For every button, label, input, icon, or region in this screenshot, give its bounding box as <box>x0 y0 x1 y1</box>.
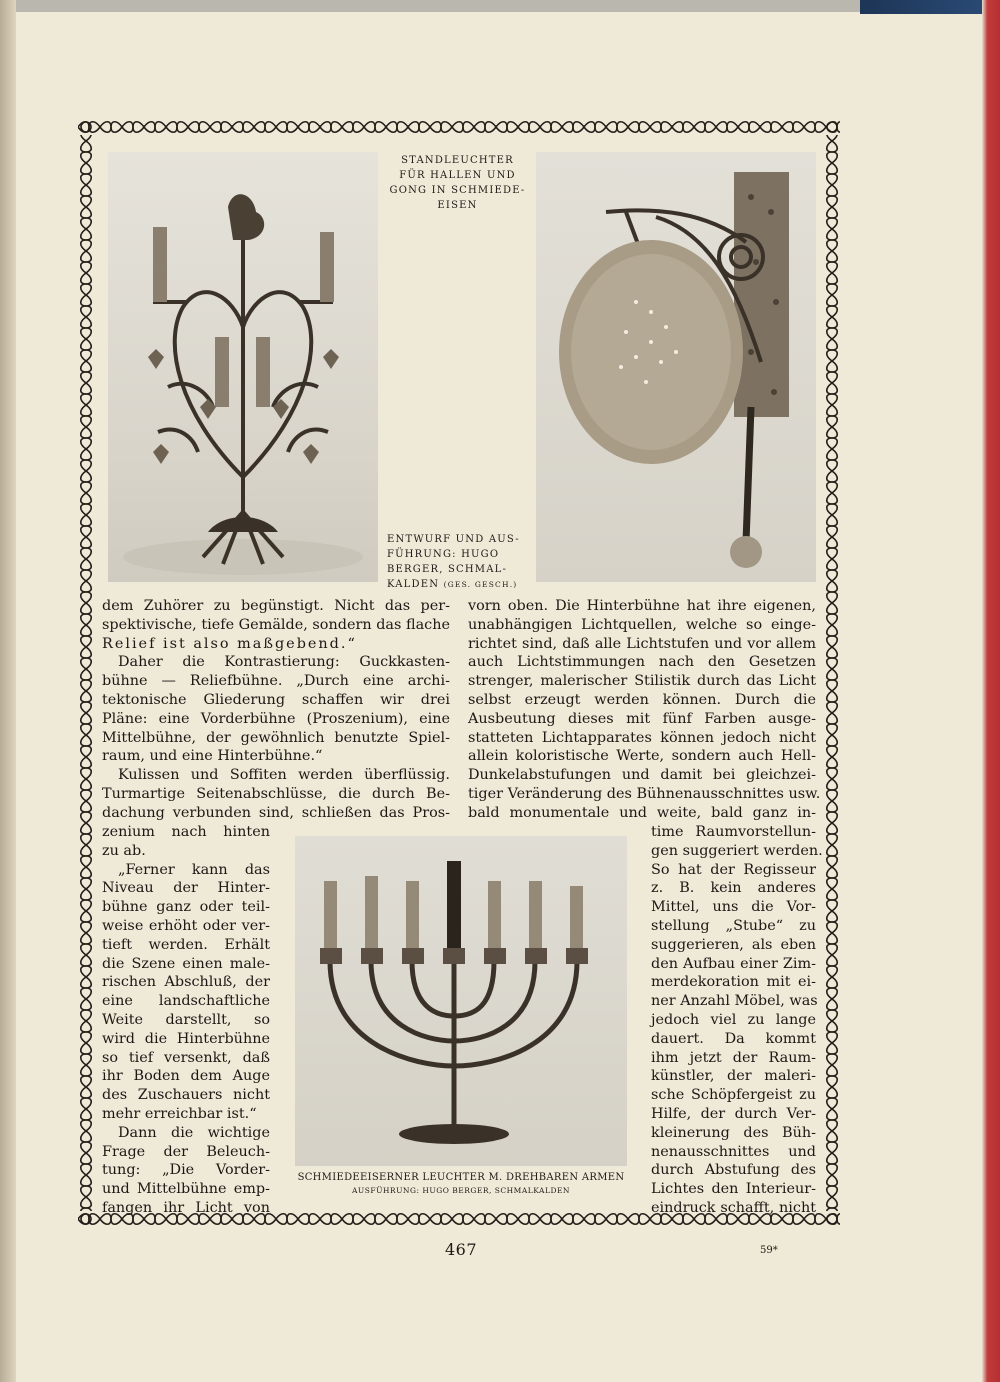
text-line: eindruck schafft, nicht <box>651 1199 816 1216</box>
text-line: Lichtes den Interieur- <box>651 1181 816 1198</box>
text-line: des Zuschauers nicht <box>102 1087 270 1104</box>
text-line: bühne — Reliefbühne. „Durch eine archi- <box>102 673 450 690</box>
text-line: zu ab. <box>102 842 146 859</box>
caption-line: STANDLEUCHTER <box>401 155 514 166</box>
body-text-right-lower <box>651 823 823 1218</box>
text-line: allein koloristische Werte, sondern auch Hell- <box>468 748 816 765</box>
text-line: wird die Hinterbühne <box>102 1030 270 1047</box>
credit-caption <box>387 532 537 592</box>
text-line: ner Anzahl Möbel, was <box>651 993 818 1010</box>
text-line: und Mittelbühne emp- <box>102 1181 270 1198</box>
frame-border-left <box>78 119 94 1227</box>
text-line: mehr erreichbar ist.“ <box>102 1105 257 1122</box>
menorah-caption-title: SCHMIEDEEISERNER LEUCHTER M. DREHBAREN ARMEN <box>297 1172 625 1183</box>
text-line: bühne ganz oder teil- <box>102 899 270 916</box>
frame-border-top <box>78 119 840 135</box>
text-line: so tief versenkt, daß <box>102 1049 270 1066</box>
text-line: Pläne: eine Vorderbühne (Proszenium), eine <box>102 710 450 727</box>
gong-photo <box>536 152 816 582</box>
menorah-caption-credit: AUSFÜHRUNG: HUGO BERGER, SCHMALKALDEN <box>351 1186 570 1195</box>
caption-line: ENTWURF UND AUS- <box>387 534 520 545</box>
text-line: dem Zuhörer zu begünstigt. Nicht das per- <box>102 598 450 614</box>
menorah-photo <box>295 836 627 1166</box>
text-line: Turmartige Seitenabschlüsse, die durch Be- <box>102 785 450 802</box>
credit-note: (GES. GESCH.) <box>443 580 518 589</box>
text-line: unabhängigen Lichtquellen, welche so einge- <box>468 616 816 633</box>
text-line: Hilfe, der durch Ver- <box>651 1105 816 1122</box>
text-line: vorn oben. Die Hinterbühne hat ihre eigenen, <box>468 598 816 614</box>
book-cover-edge-top <box>860 0 1000 14</box>
caption-line: GONG IN SCHMIEDE- <box>389 185 526 196</box>
text-line: nenausschnittes und <box>651 1143 816 1160</box>
text-line: zenium nach hinten <box>102 824 270 840</box>
text-line: ihm jetzt der Raum- <box>651 1049 816 1066</box>
text-line: strenger, malerischer Stilistik durch das Licht <box>468 673 816 690</box>
text-line: ihr Boden dem Auge <box>102 1068 270 1085</box>
text-line: tieft werden. Erhält <box>102 936 270 953</box>
standleuchter-caption <box>380 153 535 213</box>
text-line: spektivische, tiefe Gemälde, sondern das flache <box>102 616 450 633</box>
body-text-left-lower <box>102 823 270 1218</box>
text-line: künstler, der maleri- <box>651 1068 816 1085</box>
text-line: z. B. kein anderes <box>651 880 816 897</box>
caption-line: FÜHRUNG: HUGO <box>387 549 500 560</box>
text-line: So hat der Regisseur <box>651 861 816 878</box>
text-line: sche Schöpfergeist zu <box>651 1087 816 1104</box>
text-line: Mittel, uns die Vor- <box>651 899 816 916</box>
text-line: Mittelbühne, der gewöhnlich benutzte Spiel- <box>102 729 450 746</box>
body-text-left-upper <box>102 597 450 823</box>
text-line: kleinerung des Büh- <box>651 1124 816 1141</box>
ornamental-frame <box>78 119 840 1227</box>
text-line: Daher die Kontrastierung: Guckkasten- <box>118 654 450 671</box>
text-line: den Aufbau einer Zim- <box>651 955 816 972</box>
text-line: raum, und eine Hinterbühne.“ <box>102 748 323 765</box>
book-cover-edge-right <box>982 0 1000 1382</box>
caption-line: BERGER, SCHMAL- <box>387 564 508 575</box>
text-line: stellung „Stube“ zu <box>651 917 816 934</box>
text-line: die Szene einen male- <box>102 955 270 972</box>
text-line: rischen Abschluß, der <box>102 974 270 991</box>
text-line: tung: „Die Vorder- <box>102 1162 270 1179</box>
text-line: suggerieren, als eben <box>651 936 816 953</box>
text-line: bald monumentale und weite, bald ganz in- <box>468 804 816 821</box>
text-line: eine landschaftliche <box>102 993 270 1010</box>
candelabra-photo <box>108 152 378 582</box>
caption-line: EISEN <box>437 200 478 211</box>
caption-line <box>387 577 537 592</box>
scan-top-strip <box>0 0 1000 12</box>
printer-signature: 59* <box>760 1245 778 1256</box>
text-line: selbst erzeugt werden können. Durch die <box>468 691 816 708</box>
text-line: statteten Lichtapparates können jedoch nicht <box>468 729 816 746</box>
page-number: 467 <box>445 1240 478 1259</box>
caption-word: KALDEN <box>387 579 440 590</box>
text-line: „Ferner kann das <box>118 861 270 878</box>
caption-line: FÜR HALLEN UND <box>399 170 516 181</box>
text-line: Niveau der Hinter- <box>102 880 270 897</box>
text-line: tektonische Gliederung schaffen wir drei <box>102 691 450 708</box>
text-line: weise erhöht oder ver- <box>102 917 270 934</box>
text-line: merdekoration mit ei- <box>651 974 816 991</box>
text-line: Dunkelabstufungen und damit bei gleichzei- <box>468 767 816 784</box>
text-line: time Raumvorstellun- <box>651 824 816 840</box>
text-line: dachung verbunden sind, schließen das Pros- <box>102 804 450 821</box>
text-line: Dann die wichtige <box>118 1124 270 1141</box>
text-line: Frage der Beleuch- <box>102 1143 270 1160</box>
text-line: durch Abstufung des <box>651 1162 816 1179</box>
text-line: Kulissen und Soffiten werden überflüssig. <box>118 767 450 784</box>
text-line: Relief ist also maßgebend.“ <box>102 635 357 652</box>
page-gutter-edge <box>0 0 16 1382</box>
text-line: gen suggeriert werden. <box>651 842 823 859</box>
frame-border-right <box>824 119 840 1227</box>
text-line: dauert. Da kommt <box>651 1030 816 1047</box>
text-line: tiger Veränderung des Bühnenausschnittes usw. <box>468 785 821 802</box>
text-line: Weite darstellt, so <box>102 1011 270 1028</box>
text-line: jedoch viel zu lange <box>651 1011 816 1028</box>
text-line: Ausbeutung dieses mit fünf Farben ausge- <box>468 710 816 727</box>
menorah-caption <box>268 1170 654 1197</box>
body-text-right-upper <box>468 597 821 823</box>
text-line: auch Lichtstimmungen nach den Gesetzen <box>468 654 816 671</box>
text-line: fangen ihr Licht von <box>102 1199 270 1216</box>
text-line: richtet sind, daß alle Lichtstufen und vor allem <box>468 635 816 652</box>
